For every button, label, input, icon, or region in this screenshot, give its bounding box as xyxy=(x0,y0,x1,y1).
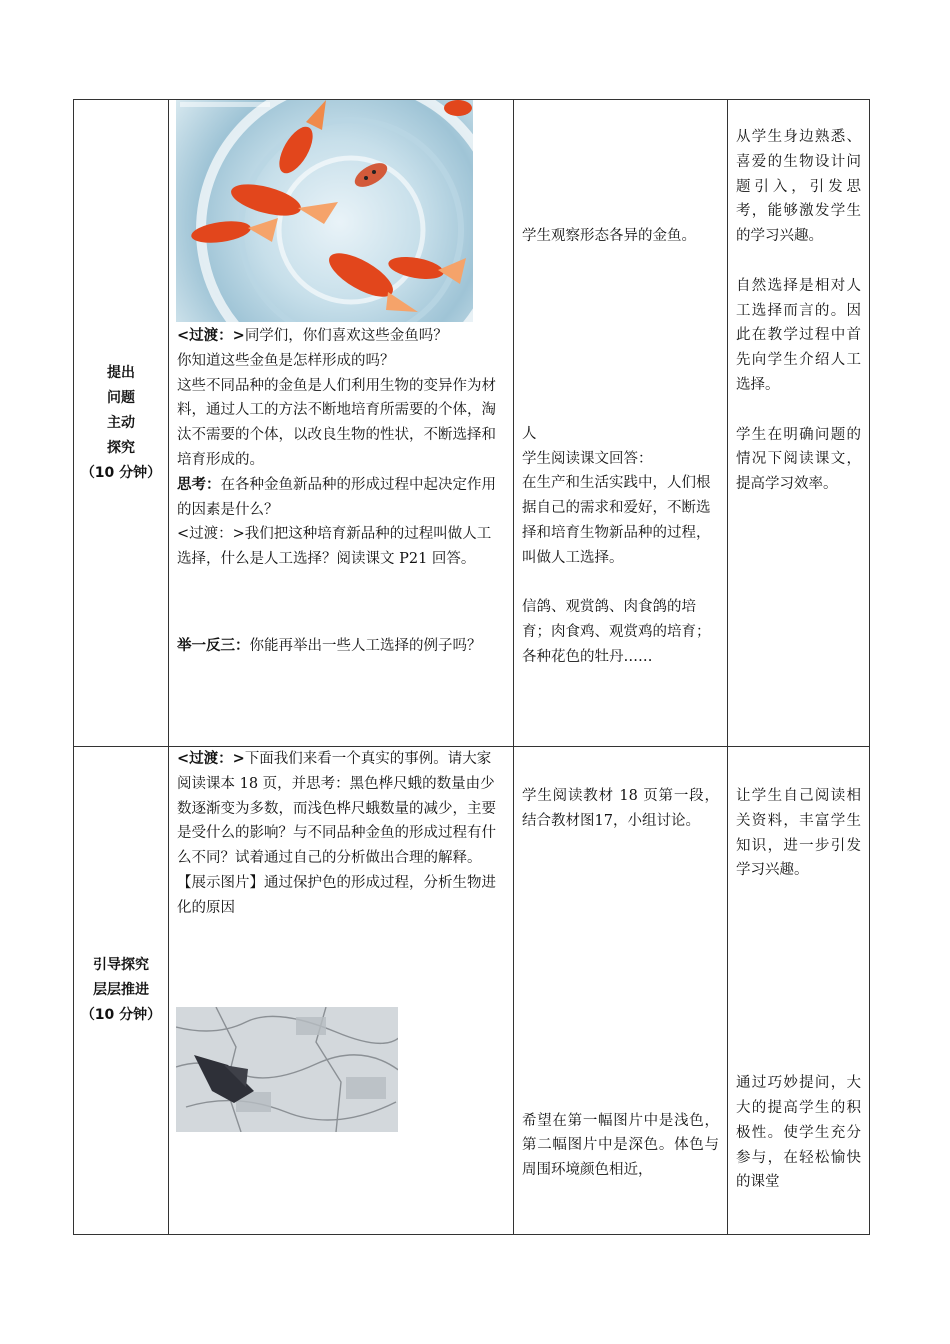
stage-duration: （10 分钟） xyxy=(80,1007,162,1023)
intent-paragraph: 学生在明确问题的情况下阅读课文，提高学习效率。 xyxy=(736,426,861,493)
stage-cell xyxy=(74,747,169,1235)
stage-duration: （10 分钟） xyxy=(80,464,162,481)
read-text: 学生阅读教材 18 页第一段，结合教材图17，小组讨论。 xyxy=(522,788,719,829)
student-activity-cell xyxy=(514,747,728,1235)
transition-text: 下面我们来看一个真实的事例。请大家阅读课本 18 页，并思考：黑色桦尺蛾的数量由少数逐渐变为多数，而浅色桦尺蛾数量的减少，主要是受什么的影响？与不同品种金鱼的形成过程有什么不同？试着通过自己的分析做出合理的解释。 xyxy=(177,751,496,867)
transition-text: 同学们，你们喜欢这些金鱼吗？ xyxy=(244,328,448,344)
stage-label: 层层推进 xyxy=(93,982,149,998)
intent-paragraph: 自然选择是相对人工选择而言的。因此在教学过程中首先向学生介绍人工选择。 xyxy=(736,277,861,393)
explanation-text: 这些不同品种的金鱼是人们利用生物的变异作为材料，通过人工的方法不断地培育所需要的个体，淘汰不需要的个体，以改良生物的性状，不断选择和培育形成的。 xyxy=(177,377,496,468)
stage-cell xyxy=(74,100,169,747)
student-text xyxy=(514,100,727,670)
stage-label: 提出 xyxy=(107,364,135,381)
stage-label: 探究 xyxy=(107,439,135,456)
show-picture-text: 【展示图片】通过保护色的形成过程，分析生物进化的原因 xyxy=(177,874,496,916)
think-text: 在各种金鱼新品种的形成过程中起决定作用的因素是什么？ xyxy=(177,476,496,518)
moth-on-bark-photo xyxy=(176,1007,398,1132)
student-text xyxy=(514,747,727,1183)
table-row xyxy=(74,747,870,1235)
observe-text: 学生观察形态各异的金鱼。 xyxy=(522,228,696,244)
teacher-text xyxy=(169,322,513,658)
intent-paragraph: 让学生自己阅读相关资料，丰富学生知识，进一步引发学习兴趣。 xyxy=(736,788,861,879)
think-label: 思考： xyxy=(177,475,221,493)
table-row xyxy=(74,100,870,747)
example-text: 你能再举出一些人工选择的例子吗？ xyxy=(249,637,482,654)
student-activity-cell xyxy=(514,100,728,747)
intent-text xyxy=(728,100,869,497)
question-text: 你知道这些金鱼是怎样形成的吗？ xyxy=(177,352,395,369)
transition-label: <过渡：> xyxy=(177,327,245,344)
teacher-text xyxy=(169,747,513,921)
intent-paragraph: 通过巧妙提问，大大的提高学生的积极性。使学生充分参与，在轻松愉快的课堂 xyxy=(736,1075,861,1191)
intent-cell xyxy=(728,100,870,747)
intent-paragraph: 从学生身边熟悉、喜爱的生物设计问题引入，引发思考，能够激发学生的学习兴趣。 xyxy=(736,129,861,245)
teacher-activity-cell xyxy=(169,100,514,747)
teacher-activity-cell xyxy=(169,747,514,1235)
stage-label: 问题 xyxy=(107,389,135,406)
goldfish-photo xyxy=(176,100,473,322)
transition-label: <过渡：> xyxy=(177,750,245,767)
stage-label: 主动 xyxy=(107,414,135,431)
lesson-plan-table xyxy=(73,99,870,1235)
answer-text: 在生产和生活实践中，人们根据自己的需求和爱好，不断选择和培育生物新品种的过程，叫做人工选择。 xyxy=(522,475,711,566)
goldfish-image xyxy=(176,100,473,322)
intent-cell xyxy=(728,747,870,1235)
hope-text: 希望在第一幅图片中是浅色，第二幅图片中是深色。体色与周围环境颜色相近， xyxy=(522,1112,719,1179)
read-text: 学生阅读课文回答： xyxy=(522,450,653,467)
intent-text xyxy=(728,747,869,1195)
examples-text: 信鸽、观赏鸽、肉食鸽的培育；肉食鸡、观赏鸡的培育；各种花色的牡丹…… xyxy=(522,599,711,665)
transition-text-2: <过渡：>我们把这种培育新品种的过程叫做人工选择，什么是人工选择？阅读课文 P21 回答。 xyxy=(177,526,492,568)
moth-image xyxy=(176,1007,398,1132)
ren-text: 人 xyxy=(522,425,537,442)
example-label: 举一反三： xyxy=(177,636,250,654)
stage-label: 引导探究 xyxy=(93,957,149,973)
